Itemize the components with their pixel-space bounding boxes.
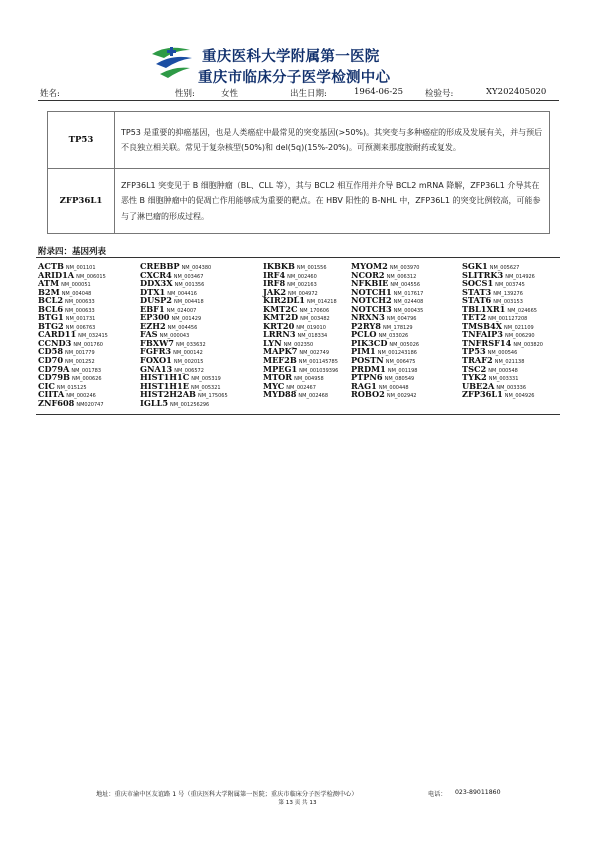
list-item — [351, 260, 423, 269]
gene-accession: NM_001256296 — [170, 401, 210, 408]
list-item — [263, 380, 338, 389]
gene-accession: NM_001783 — [71, 367, 102, 374]
list-item — [140, 269, 228, 278]
gene-accession: NM_000435 — [393, 307, 424, 314]
list-item — [263, 303, 338, 312]
dob-value: 1964-06-25 — [354, 87, 404, 97]
gene-column — [263, 260, 339, 400]
list-item — [462, 380, 543, 389]
list-item — [140, 345, 228, 357]
gene-accession: NM_001429 — [171, 316, 202, 323]
list-item — [263, 277, 338, 289]
gene-accession: NM020747 — [76, 401, 104, 408]
gene-accession: NM_014926 — [505, 273, 535, 280]
gene-symbol: PCLO — [351, 329, 377, 340]
gene-accession: NM_000246 — [66, 393, 96, 400]
gene-accession: NM_004556 — [390, 282, 421, 289]
gene-accession: NM_002468 — [298, 393, 329, 400]
gene-accession: NM_002015 — [173, 359, 204, 366]
gene-symbol: MPEG1 — [263, 363, 298, 374]
gene-symbol: STAT6 — [462, 295, 492, 306]
gene-accession: NM_004380 — [181, 265, 212, 271]
gene-accession: NM_000548 — [488, 367, 518, 374]
list-item — [38, 260, 108, 269]
gene-accession: NM_019010 — [296, 324, 326, 331]
gene-symbol: ZNF608 — [38, 397, 75, 408]
list-item — [38, 294, 108, 306]
gene-symbol: KMT2D — [263, 312, 299, 323]
gene-symbol: EZH2 — [140, 320, 166, 331]
gene-symbol: DDX3X — [140, 278, 173, 289]
gene-symbol: MYD88 — [263, 389, 297, 400]
list-item — [38, 337, 108, 346]
gene-symbol: ACTB — [38, 261, 64, 271]
gene-symbol: ZFP36L1 — [462, 389, 503, 400]
sex-value: 女性 — [221, 89, 239, 99]
gene-accession: NM_000043 — [159, 333, 190, 340]
gene-symbol: IGLL5 — [140, 397, 169, 408]
gene-list-grid — [36, 257, 560, 415]
list-item — [351, 286, 423, 295]
gene-symbol: CD79B — [38, 372, 70, 383]
gene-symbol: BCL6 — [38, 303, 64, 314]
gene-symbol: UBE2A — [462, 380, 495, 391]
gene-symbol: TYK2 — [462, 372, 487, 383]
list-item — [38, 397, 108, 406]
list-item — [351, 354, 423, 366]
list-item — [462, 320, 543, 329]
gene-symbol: PIM1 — [351, 346, 376, 357]
gene-accession: NM_024665 — [507, 307, 537, 314]
gene-accession: NM_000546 — [487, 350, 518, 357]
gene-accession: NM_002460 — [287, 273, 317, 280]
gene-symbol: CIITA — [38, 389, 65, 400]
gene-symbol: MTOR — [263, 372, 293, 383]
gene-accession: NM_003970 — [389, 265, 420, 271]
gene-symbol: HIST1H1E — [140, 380, 189, 391]
gene-accession: NM_002350 — [283, 341, 314, 348]
gene-symbol: FBXW7 — [140, 337, 174, 348]
gene-accession: NM_001779 — [65, 350, 95, 357]
gene-accession: NM_001760 — [73, 341, 103, 348]
gene-accession: NM_015125 — [56, 384, 87, 391]
gene-accession: NM_001101 — [65, 265, 96, 271]
name-label: 姓名: — [40, 89, 60, 99]
list-item — [38, 363, 108, 372]
gene-symbol: TP53 — [462, 346, 486, 357]
list-item — [351, 371, 423, 383]
gene-symbol: CD70 — [38, 355, 64, 366]
gene-accession: NM_021138 — [494, 359, 525, 366]
list-item — [140, 328, 228, 340]
list-item — [140, 354, 228, 366]
gene-symbol: HIST2H2AB — [140, 389, 196, 400]
gene-symbol: KIR2DL1 — [263, 295, 306, 306]
list-item — [263, 388, 338, 400]
gene-accession: NM_003331 — [488, 376, 519, 383]
list-item — [462, 337, 543, 346]
footer-phone-label: 电话： — [428, 791, 447, 798]
gene-symbol: NOTCH3 — [351, 303, 392, 314]
list-item — [462, 354, 543, 366]
list-item — [263, 363, 338, 372]
gene-symbol: NFKBIE — [351, 278, 389, 289]
gene-accession: NM_003467 — [173, 273, 204, 280]
gene-column — [462, 260, 543, 400]
list-item — [462, 388, 543, 400]
list-item — [462, 371, 543, 383]
gene-symbol: IRF4 — [263, 269, 286, 280]
list-item — [38, 320, 108, 329]
hospital-name: 重庆医科大学附属第一医院 — [202, 49, 380, 65]
gene-symbol: TMSB4X — [462, 320, 503, 331]
gene-accession: NM_002163 — [287, 282, 317, 289]
gene-accession: NM_003153 — [493, 299, 523, 306]
gene-symbol: BCL2 — [38, 295, 64, 306]
gene-symbol: HIST1H1C — [140, 372, 190, 383]
gene-symbol: CARD11 — [38, 329, 77, 340]
gene-symbol: CD79A — [38, 363, 70, 374]
gene-accession: NM_005026 — [389, 341, 420, 348]
gene-symbol: FGFR3 — [140, 346, 172, 357]
gene-symbol: SGK1 — [462, 261, 488, 271]
list-item — [140, 286, 228, 295]
gene-accession: NM_033632 — [175, 341, 206, 348]
gene-symbol: TNFAIP3 — [462, 329, 503, 340]
gene-symbol: DUSP2 — [140, 295, 173, 306]
list-item — [263, 337, 338, 346]
gene-symbol: GNA13 — [140, 363, 173, 374]
list-item — [351, 363, 423, 372]
list-item — [263, 345, 338, 357]
list-item — [140, 303, 228, 312]
list-item — [38, 354, 108, 366]
gene-symbol: EP300 — [140, 312, 170, 323]
gene-column — [351, 260, 424, 400]
gene-accession: NM_002749 — [299, 350, 330, 357]
gene-accession: NM_017617 — [393, 290, 424, 297]
gene-symbol: SOCS1 — [462, 278, 494, 289]
gene-symbol: KRT20 — [263, 320, 295, 331]
gene-symbol: EBF1 — [140, 303, 165, 314]
gene-symbol: TBL1XR1 — [462, 303, 506, 314]
gene-symbol: PTPN6 — [351, 372, 383, 383]
gene-accession: NM_001731 — [65, 316, 96, 323]
gene-accession: NM_006312 — [386, 273, 417, 280]
hospital-logo — [150, 44, 194, 80]
sample-id-label: 检验号: — [425, 89, 454, 99]
gene-description-cell: TP53 是重要的抑癌基因，也是人类癌症中最常见的突变基因(>50%)。其突变与多种癌症的形成及发展有关，并与预后不良独立相关联。常见于复杂核型(50%)和 del(5q)(15%-20%)。可预测来那度胺耐药或复发。 — [115, 112, 550, 169]
gene-accession: NM_003820 — [513, 341, 543, 348]
gene-accession: NM_000051 — [61, 282, 91, 289]
list-item — [462, 260, 543, 269]
list-item — [351, 303, 423, 312]
list-item — [140, 371, 228, 383]
list-item — [140, 320, 228, 329]
gene-accession: NM_004926 — [504, 393, 535, 400]
list-item — [38, 303, 108, 312]
gene-accession: NM_024408 — [393, 299, 424, 306]
gene-symbol: CD58 — [38, 346, 64, 357]
gene-accession: NM_033026 — [378, 333, 409, 340]
gene-symbol: JAK2 — [263, 286, 287, 297]
gene-symbol: TSC2 — [462, 363, 487, 374]
gene-accession: NM_006475 — [385, 359, 416, 366]
gene-symbol: CIC — [38, 380, 55, 391]
gene-symbol: FOXO1 — [140, 355, 172, 366]
gene-symbol: ARID1A — [38, 269, 75, 280]
list-item — [38, 388, 108, 400]
list-item — [263, 260, 338, 269]
gene-accession: NM_000633 — [65, 307, 95, 314]
gene-symbol: POSTN — [351, 355, 384, 366]
list-item — [351, 345, 423, 357]
gene-accession: NM_004972 — [288, 290, 318, 297]
gene-symbol: B2M — [38, 286, 60, 297]
gene-column — [38, 260, 108, 408]
gene-accession: NM_004958 — [294, 376, 324, 383]
gene-accession: NM_178129 — [382, 324, 413, 331]
gene-accession: NM_002467 — [286, 384, 316, 391]
list-item — [462, 286, 543, 295]
appendix-title: 附录四：基因列表 — [38, 247, 107, 257]
gene-accession: NM_018334 — [297, 333, 328, 340]
gene-symbol: TET2 — [462, 312, 487, 323]
gene-symbol: P2RY8 — [351, 320, 381, 331]
footer-address: 地址：重庆市渝中区友谊路 1 号（重庆医科大学附属第一医院；重庆市临床分子医学检测中心） — [96, 791, 358, 798]
list-item — [140, 311, 228, 323]
list-item — [462, 303, 543, 312]
list-item — [38, 269, 108, 278]
gene-symbol: LRRN3 — [263, 329, 296, 340]
gene-symbol: CREBBP — [140, 261, 180, 271]
gene-accession: NM_005321 — [190, 384, 221, 391]
gene-accession: NM_000633 — [65, 299, 95, 306]
gene-accession: NM_006572 — [174, 367, 204, 374]
gene-name-cell: ZFP36L1 — [48, 169, 115, 234]
gene-symbol: TNFRSF14 — [462, 337, 512, 348]
list-item — [263, 269, 338, 278]
gene-accession: NM_000448 — [378, 384, 409, 391]
list-item — [462, 328, 543, 340]
list-item — [140, 260, 228, 269]
gene-accession: NM_005627 — [489, 265, 520, 271]
table-row — [48, 112, 550, 169]
gene-symbol: KMT2C — [263, 303, 298, 314]
gene-symbol: MYC — [263, 380, 285, 391]
list-item — [140, 380, 228, 389]
gene-symbol: MAPK7 — [263, 346, 298, 357]
list-item — [263, 311, 338, 323]
list-item — [38, 311, 108, 323]
gene-symbol: DTX1 — [140, 286, 166, 297]
patient-info-bar — [38, 86, 559, 101]
sex-label: 性别: — [175, 89, 195, 99]
list-item — [140, 337, 228, 346]
gene-accession: NM_170606 — [299, 307, 330, 314]
list-item — [38, 328, 108, 340]
gene-accession: NM_032415 — [78, 333, 108, 340]
dob-label: 出生日期: — [290, 89, 327, 99]
gene-symbol: PIK3CD — [351, 337, 388, 348]
gene-accession: NM_001556 — [296, 265, 327, 271]
list-item — [38, 286, 108, 295]
gene-accession: NM_000142 — [173, 350, 203, 357]
gene-symbol: SLITRK3 — [462, 269, 504, 280]
list-item — [140, 277, 228, 289]
list-item — [351, 388, 423, 400]
gene-accession: NM_021109 — [504, 324, 534, 331]
gene-symbol: NOTCH1 — [351, 286, 392, 297]
gene-symbol: LYN — [263, 337, 282, 348]
center-name: 重庆市临床分子医学检测中心 — [198, 70, 391, 86]
gene-accession: NM_001145785 — [298, 359, 338, 366]
gene-accession: NM_001198 — [387, 367, 418, 374]
gene-accession: NM_004418 — [174, 299, 204, 306]
list-item — [462, 363, 543, 372]
gene-accession: NM_006290 — [504, 333, 535, 340]
list-item — [351, 320, 423, 329]
list-item — [263, 294, 338, 306]
gene-symbol: IKBKB — [263, 261, 295, 271]
gene-accession: NM_005319 — [191, 376, 221, 383]
gene-accession: NM_004416 — [167, 290, 197, 297]
gene-accession: NM_004048 — [61, 290, 92, 297]
gene-accession: NM_001252 — [65, 359, 95, 366]
gene-accession: NM_004796 — [386, 316, 417, 323]
list-item — [140, 294, 228, 306]
sample-id-value: XY202405020 — [486, 87, 547, 97]
gene-accession: NM_080549 — [384, 376, 415, 383]
gene-accession: NM_014218 — [307, 299, 337, 306]
list-item — [263, 328, 338, 340]
gene-accession: NM_001039396 — [299, 367, 339, 374]
gene-accession: NM_001356 — [174, 282, 205, 289]
list-item — [462, 294, 543, 306]
gene-symbol: BTG2 — [38, 320, 64, 331]
gene-symbol: NOTCH2 — [351, 295, 392, 306]
gene-symbol: MEF2B — [263, 355, 297, 366]
list-item — [351, 337, 423, 346]
list-item — [462, 269, 543, 278]
list-item — [38, 371, 108, 383]
footer-phone: 023-89011860 — [455, 789, 501, 796]
gene-accession: NM_175065 — [197, 393, 228, 400]
gene-symbol: NRXN3 — [351, 312, 385, 323]
gene-accession: NM_006763 — [65, 324, 96, 331]
gene-symbol: PRDM1 — [351, 363, 386, 374]
gene-symbol: TRAF2 — [462, 355, 493, 366]
table-row — [48, 169, 550, 234]
gene-symbol: BTG1 — [38, 312, 64, 323]
gene-accession: NM_004456 — [167, 324, 198, 331]
gene-accession: NM_001243186 — [377, 350, 417, 357]
list-item — [140, 363, 228, 372]
gene-column — [140, 260, 228, 408]
gene-symbol: CXCR4 — [140, 269, 172, 280]
list-item — [351, 294, 424, 306]
gene-symbol: FAS — [140, 329, 158, 340]
gene-symbol: ROBO2 — [351, 389, 385, 400]
gene-accession: NM_000626 — [71, 376, 102, 383]
gene-symbol: MYOM2 — [351, 261, 388, 271]
gene-accession: NM_002942 — [386, 393, 417, 400]
gene-symbol: NCOR2 — [351, 269, 385, 280]
gene-accession: NM_024007 — [166, 307, 197, 314]
gene-accession: NM_006015 — [76, 273, 106, 280]
gene-description-cell: ZFP36L1 突变见于 B 细胞肿瘤（BL、CLL 等），其与 BCL2 相互作用并介导 BCL2 mRNA 降解，ZFP36L1 介导其在恶性 B 细胞肿瘤中的促凋亡作用能够成为重要的靶点。在 HBV 阳性的 B-NHL 中，ZFP36L1 的突变比例较高，可能参与了淋巴瘤的形成过程。 — [115, 169, 550, 234]
list-item — [351, 311, 423, 323]
gene-accession: NM_001127208 — [488, 316, 528, 323]
gene-symbol: RAG1 — [351, 380, 377, 391]
list-item — [140, 388, 228, 400]
list-item — [263, 286, 338, 295]
gene-accession: NM_003336 — [496, 384, 527, 391]
gene-detail-table — [47, 111, 550, 234]
gene-accession: NM_003482 — [300, 316, 330, 323]
list-item — [351, 269, 423, 278]
gene-accession: NM_139276 — [493, 290, 523, 297]
gene-accession: NM_003745 — [495, 282, 525, 289]
gene-symbol: STAT3 — [462, 286, 492, 297]
gene-name-cell: TP53 — [48, 112, 115, 169]
page-number: 第 13 页 共 13 — [278, 800, 317, 806]
list-item — [263, 354, 338, 366]
list-item — [351, 277, 423, 289]
gene-symbol: ATM — [38, 278, 60, 289]
gene-symbol: IRF8 — [263, 278, 286, 289]
gene-symbol: CCND3 — [38, 337, 72, 348]
